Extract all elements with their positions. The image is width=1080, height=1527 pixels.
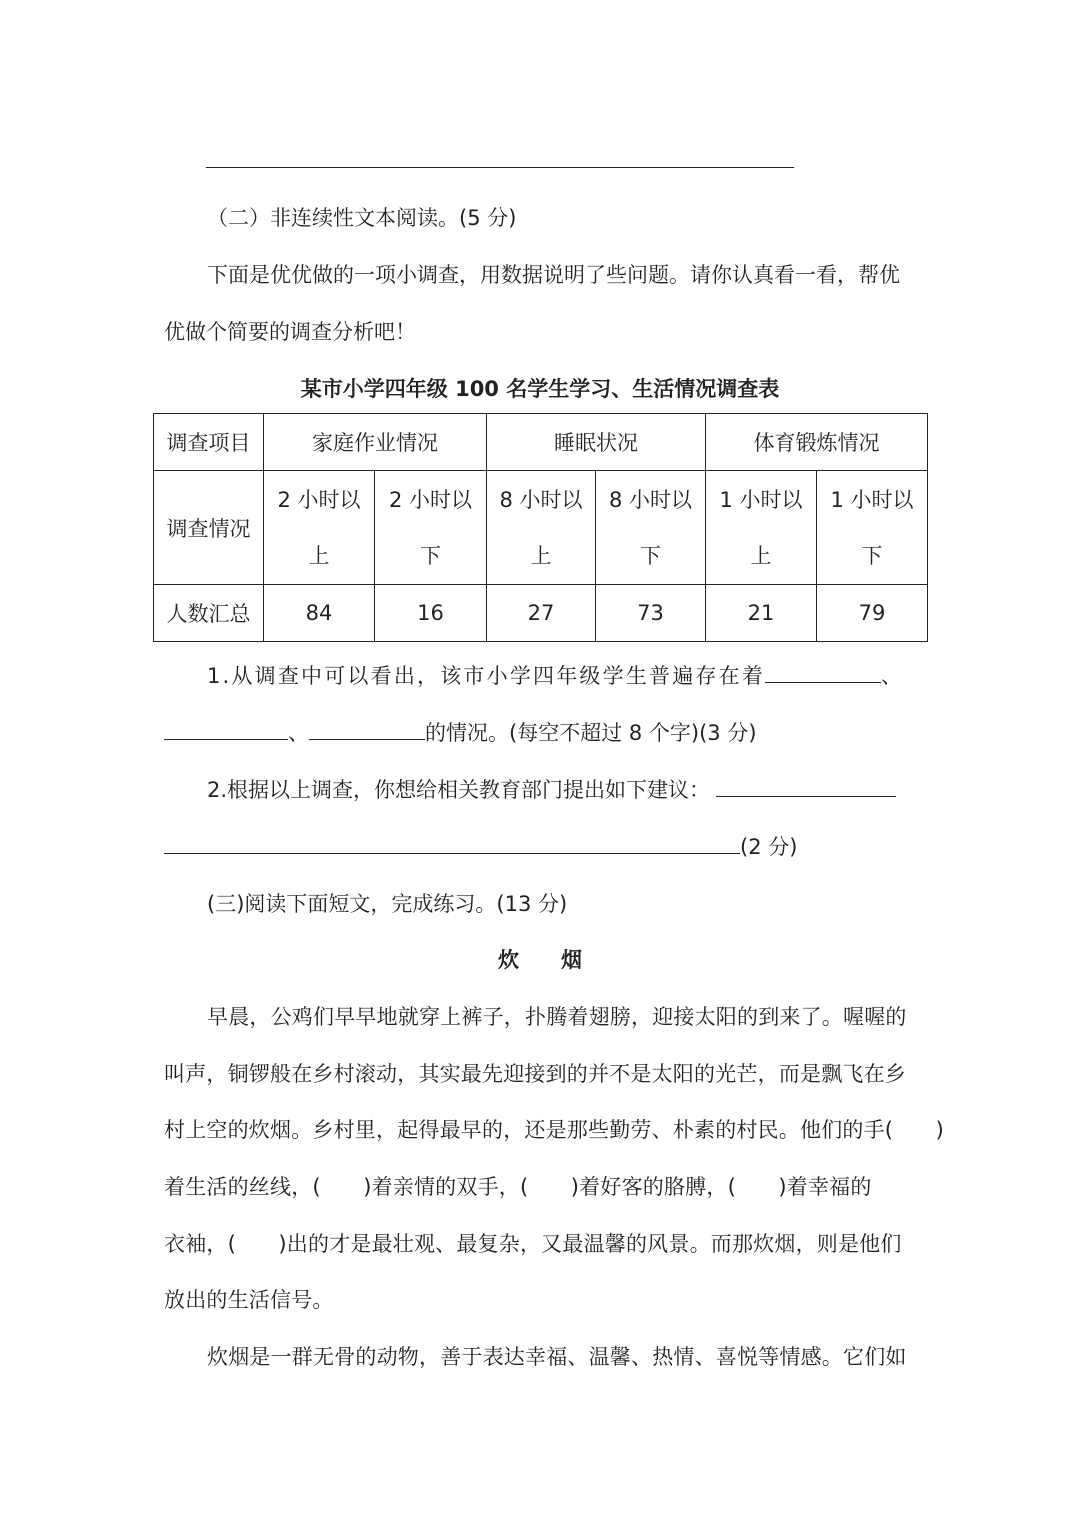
story-line: 着生活的丝线，( )着亲情的双手，( )着好客的胳膊，( )着幸福的 xyxy=(164,1175,872,1199)
story-line: 村上空的炊烟。乡村里，起得最早的，还是那些勤劳、朴素的村民。他们的手( ) xyxy=(164,1118,944,1142)
answer-blank-suggestion-2[interactable] xyxy=(164,831,740,854)
blank-separator: 、 xyxy=(881,664,905,688)
table-title: 某市小学四年级 100 名学生学习、生活情况调查表 xyxy=(300,377,780,401)
intro-line-1: 下面是优优做的一项小调查，用数据说明了些问题。请你认真看一看，帮优 xyxy=(207,263,900,287)
question-1-line-2 xyxy=(164,717,757,747)
table-cell: 84 xyxy=(264,585,375,642)
table-cell: 73 xyxy=(596,585,706,642)
cell-line-2: 上 xyxy=(308,543,330,568)
header-homework: 家庭作业情况 xyxy=(264,414,487,471)
story-line: 早晨，公鸡们早早地就穿上裤子，扑腾着翅膀，迎接太阳的到来了。喔喔的 xyxy=(207,1005,907,1029)
question-1-suffix: 的情况。(每空不超过 8 个字)(3 分) xyxy=(425,721,757,745)
cell-line-1: 2 小时以 xyxy=(277,487,361,512)
cell-line-2: 下 xyxy=(420,543,441,568)
cell-line-2: 下 xyxy=(861,543,883,568)
story-line: 炊烟是一群无骨的动物，善于表达幸福、温馨、热情、喜悦等情感。它们如 xyxy=(207,1345,907,1369)
table-cell xyxy=(817,471,928,585)
answer-blank-1[interactable] xyxy=(765,660,881,683)
section2-heading: （二）非连续性文本阅读。(5 分) xyxy=(207,206,517,230)
cell-line-1: 1 小时以 xyxy=(719,487,803,512)
answer-blank-suggestion-1[interactable] xyxy=(716,774,896,797)
table-cell: 21 xyxy=(706,585,817,642)
table-row xyxy=(154,414,928,471)
survey-table xyxy=(153,413,928,642)
table-cell: 16 xyxy=(375,585,487,642)
table-cell xyxy=(706,471,817,585)
table-cell: 79 xyxy=(817,585,928,642)
cell-line-1: 1 小时以 xyxy=(830,487,914,512)
table-cell xyxy=(264,471,375,585)
story-line: 叫声，铜锣般在乡村滚动，其实最先迎接到的并不是太阳的光芒，而是飘飞在乡 xyxy=(164,1062,906,1086)
blank-separator: 、 xyxy=(288,721,309,745)
question-2-line-2 xyxy=(164,831,797,861)
row-label-survey-status: 调查情况 xyxy=(154,471,264,585)
table-cell xyxy=(375,471,487,585)
table-cell xyxy=(487,471,596,585)
table-row xyxy=(154,585,928,642)
header-sleep: 睡眠状况 xyxy=(487,414,706,471)
cell-line-1: 2 小时以 xyxy=(388,487,473,512)
intro-line-2: 优做个简要的调查分析吧！ xyxy=(164,320,416,344)
cell-line-1: 8 小时以 xyxy=(608,487,693,512)
story-line: 衣袖，( )出的才是最壮观、最复杂，又最温馨的风景。而那炊烟，则是他们 xyxy=(164,1232,902,1256)
question-2-suffix: (2 分) xyxy=(740,835,798,859)
table-row xyxy=(154,471,928,585)
top-divider-line xyxy=(206,167,794,168)
cell-line-2: 上 xyxy=(750,543,772,568)
question-2-line-1 xyxy=(207,774,896,804)
question-1-line-1 xyxy=(207,660,904,690)
section3-heading: (三)阅读下面短文，完成练习。(13 分) xyxy=(207,892,568,916)
cell-line-1: 8 小时以 xyxy=(499,487,583,512)
story-line: 放出的生活信号。 xyxy=(164,1288,334,1312)
row-label-count-total: 人数汇总 xyxy=(154,585,264,642)
row-label-survey-item: 调查项目 xyxy=(154,414,264,471)
story-title: 炊 烟 xyxy=(498,948,582,972)
answer-blank-3[interactable] xyxy=(309,717,425,740)
cell-line-2: 下 xyxy=(640,543,661,568)
question-1-prefix: 1.从调查中可以看出，该市小学四年级学生普遍存在着 xyxy=(207,664,766,688)
question-2-prefix: 2.根据以上调查，你想给相关教育部门提出如下建议： xyxy=(207,778,711,802)
answer-blank-2[interactable] xyxy=(164,717,288,740)
table-cell: 27 xyxy=(487,585,596,642)
header-exercise: 体育锻炼情况 xyxy=(706,414,928,471)
cell-line-2: 上 xyxy=(530,543,552,568)
table-cell xyxy=(596,471,706,585)
